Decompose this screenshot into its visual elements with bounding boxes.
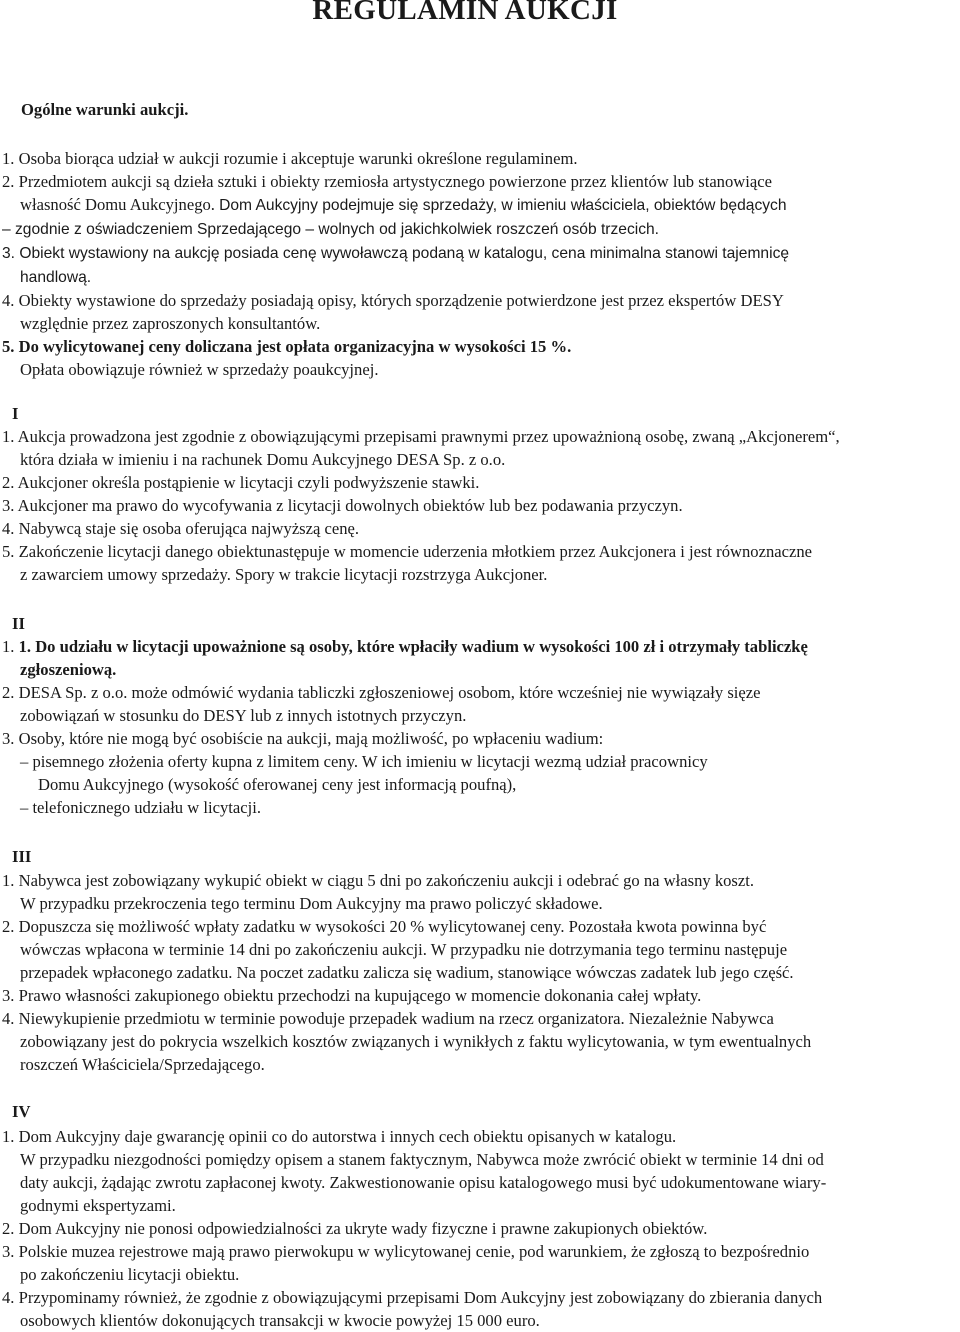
sec2-line-7: Domu Aukcyjnego (wysokość oferowanej ceny jest informacją poufną), xyxy=(38,775,517,794)
section-heading-2: II xyxy=(12,614,25,633)
sec4-line-7: po zakończeniu licytacji obiektu. xyxy=(20,1265,240,1284)
section-2 xyxy=(0,612,960,635)
sec2-line-6: – pisemnego złożenia oferty kupna z limitem ceny. W ich imieniu w licytacji wezmą udział pracownicy xyxy=(20,752,708,771)
general-line-5: 3. Obiekt wystawiony na aukcję posiada cenę wywoławczą podaną w katalogu, cena minimalna stanowi tajemnicę xyxy=(2,245,790,262)
sec3-line-2: W przypadku przekroczenia tego terminu Dom Aukcyjny ma prawo policzyć składowe. xyxy=(20,894,603,913)
sec4-line-9: osobowych klientów dokonujących transakcji w kwocie powyżej 15 000 euro. xyxy=(20,1311,540,1330)
sec4-line-8: 4. Przypominamy również, że zgodnie z obowiązującymi przepisami Dom Aukcyjny jest zobowiązany do zbierania danych xyxy=(2,1288,823,1307)
general-line-7: 4. Obiekty wystawione do sprzedaży posiadają opisy, których sporządzenie potwierdzone jest przez ekspertów DESY xyxy=(2,291,784,310)
sec1-line-2: która działa w imieniu i na rachunek Domu Aukcyjnego DESA Sp. z o.o. xyxy=(20,450,506,469)
sec1-line-3: 2. Aukcjoner określa postąpienie w licytacji czyli podwyższenie stawki. xyxy=(2,473,480,492)
sec4-line-6: 3. Polskie muzea rejestrowe mają prawo pierwokupu w wylicytowanej cenie, pod warunkiem, że zgłoszą to bezpośrednio xyxy=(2,1242,810,1261)
section-heading-4: IV xyxy=(12,1102,31,1121)
section-3-body xyxy=(0,869,960,1076)
general-line-8: względnie przez zaproszonych konsultantów. xyxy=(20,314,321,333)
general-line-9: 5. Do wylicytowanej ceny doliczana jest opłata organizacyjna w wysokości 15 %. xyxy=(2,337,572,356)
general-line-1: 1. Osoba biorąca udział w aukcji rozumie i akceptuje warunki określone regulaminem. xyxy=(2,149,578,168)
sec2-line-2: zgłoszeniową. xyxy=(20,660,117,679)
section-general xyxy=(0,98,960,121)
general-line-3: własność Domu Aukcyjnego. Dom Aukcyjny podejmuje się sprzedaży, w imieniu właściciela, obiektów będących xyxy=(20,195,787,214)
section-4-body xyxy=(0,1125,960,1332)
section-1 xyxy=(0,402,960,425)
general-line-2: 2. Przedmiotem aukcji są dzieła sztuki i obiekty rzemiosła artystycznego powierzone przez klientów lub stanowiące xyxy=(2,172,772,191)
sec3-line-5: przepadek wpłaconego zadatku. Na poczet zadatku zalicza się wadium, stanowiące wówczas zadatek lub jego część. xyxy=(20,963,794,982)
sec3-line-7: 4. Niewykupienie przedmiotu w terminie powoduje przepadek wadium na rzecz organizatora. Niezależnie Nabywca xyxy=(2,1009,774,1028)
general-line-10: Opłata obowiązuje również w sprzedaży poaukcyjnej. xyxy=(20,360,379,379)
sec4-line-5: 2. Dom Aukcyjny nie ponosi odpowiedzialności za ukryte wady fizyczne i prawne zakupionych obiektów. xyxy=(2,1219,708,1238)
sec1-line-7: z zawarciem umowy sprzedaży. Spory w trakcie licytacji rozstrzyga Aukcjoner. xyxy=(20,565,548,584)
section-2-body xyxy=(0,635,960,819)
sec1-line-1: 1. Aukcja prowadzona jest zgodnie z obowiązującymi przepisami prawnymi przez upoważnioną osobę, zwaną „Akcjonerem“, xyxy=(2,427,840,446)
sec3-line-8: zobowiązany jest do pokrycia wszelkich kosztów związanych i wynikłych z faktu wylicytowania, w tym ewentualnych xyxy=(20,1032,812,1051)
sec2-line-3: 2. DESA Sp. z o.o. może odmówić wydania tabliczki zgłoszeniowej osobom, które wcześniej nie wywiązały sięze xyxy=(2,683,761,702)
sec2-line-4: zobowiązań w stosunku do DESY lub z innych istotnych przyczyn. xyxy=(20,706,467,725)
sec4-line-2: W przypadku niezgodności pomiędzy opisem a stanem faktycznym, Nabywca może zwrócić obiekt w terminie 14 dni od xyxy=(20,1150,824,1169)
section-heading-1: I xyxy=(12,404,19,423)
sec3-line-1: 1. Nabywca jest zobowiązany wykupić obiekt w ciągu 5 dni po zakończeniu aukcji i odebrać go na własny koszt. xyxy=(2,871,755,890)
section-general-body xyxy=(0,147,960,381)
sec4-line-3: daty aukcji, żądając zwrotu zapłaconej kwoty. Zakwestionowanie opisu katalogowego musi być udokumentowane wiary- xyxy=(20,1173,827,1192)
section-4 xyxy=(0,1100,960,1123)
sec3-line-6: 3. Prawo własności zakupionego obiektu przechodzi na kupującego w momencie dokonania całej wpłaty. xyxy=(2,986,702,1005)
section-1-body xyxy=(0,425,960,586)
general-line-6: handlową. xyxy=(20,269,92,286)
sec3-line-4: wówczas wpłacona w terminie 14 dni po zakończeniu aukcji. W przypadku nie dotrzymania tego terminu następuje xyxy=(20,940,788,959)
section-heading-general: Ogólne warunki aukcji. xyxy=(21,100,189,119)
sec1-line-5: 4. Nabywcą staje się osoba oferująca najwyższą cenę. xyxy=(2,519,360,538)
sec4-line-4: godnymi ekspertyzami. xyxy=(20,1196,176,1215)
general-line-4: – zgodnie z oświadczeniem Sprzedającego – wolnych od jakichkolwiek roszczeń osób trzecich. xyxy=(2,221,660,238)
sec3-line-9: roszczeń Właściciela/Sprzedającego. xyxy=(20,1055,265,1074)
sec2-line-8: – telefonicznego udziału w licytacji. xyxy=(20,798,261,817)
section-3 xyxy=(0,845,960,868)
section-heading-3: III xyxy=(12,847,32,866)
sec1-line-6: 5. Zakończenie licytacji danego obiektunastępuje w momencie uderzenia młotkiem przez Aukcjonera i jest równoznaczne xyxy=(2,542,812,561)
document-title: REGULAMIN AUKCJI xyxy=(312,0,618,26)
sec1-line-4: 3. Aukcjoner ma prawo do wycofywania z licytacji dowolnych obiektów lub bez podawania przyczyn. xyxy=(2,496,683,515)
sec4-line-1: 1. Dom Aukcyjny daje gwarancję opinii co do autorstwa i innych cech obiektu opisanych w katalogu. xyxy=(2,1127,677,1146)
sec2-line-1: 1. 1. Do udziału w licytacji upoważnione są osoby, które wpłaciły wadium w wysokości 100 zł i otrzymały tabliczkę xyxy=(2,637,808,656)
sec3-line-3: 2. Dopuszcza się możliwość wpłaty zadatku w wysokości 20 % wylicytowanej ceny. Pozostała kwota powinna być xyxy=(2,917,767,936)
sec2-line-5: 3. Osoby, które nie mogą być osobiście na aukcji, mają możliwość, po wpłaceniu wadium: xyxy=(2,729,604,748)
